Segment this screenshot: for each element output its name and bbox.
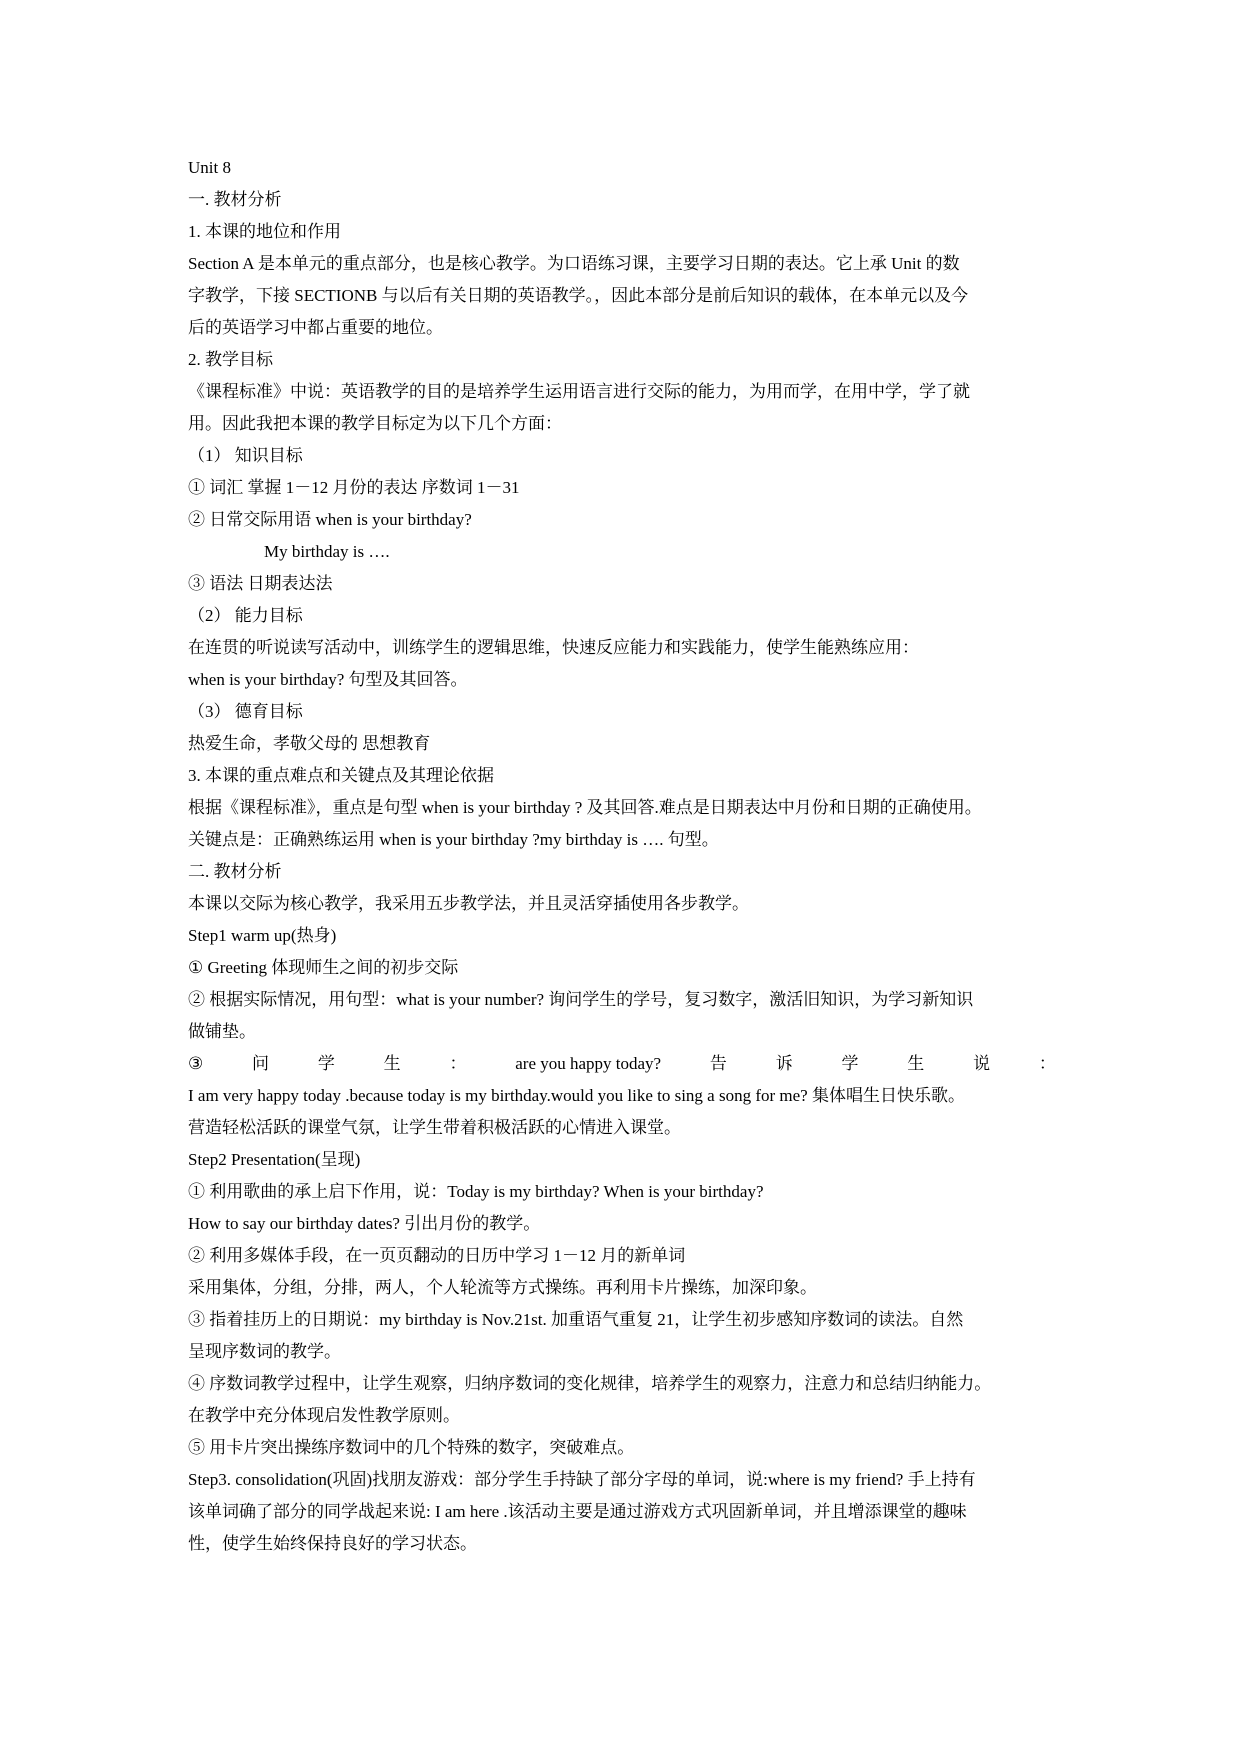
body-line: Section A 是本单元的重点部分，也是核心教学。为口语练习课，主要学习日期的表达。它上承 Unit 的数 [188, 254, 960, 273]
justified-line [188, 1053, 1056, 1075]
text-fragment: 问 [252, 1054, 270, 1073]
body-line: 营造轻松活跃的课堂气氛，让学生带着积极活跃的心情进入课堂。 [188, 1118, 681, 1137]
list-item: ② 根据实际情况，用句型：what is your number? 询问学生的学号，复习数字，激活旧知识，为学习新知识 [188, 990, 974, 1009]
body-line: 该单词确了部分的同学战起来说: I am here .该活动主要是通过游戏方式巩固新单词，并且增添课堂的趣味 [188, 1502, 967, 1521]
text-fragment: 告 [709, 1054, 727, 1073]
step-heading: Step2 Presentation(呈现) [188, 1150, 361, 1169]
step-heading: Step1 warm up(热身) [188, 926, 337, 945]
text-fragment: 学 [317, 1054, 335, 1073]
subsection-heading: 1. 本课的地位和作用 [188, 222, 341, 241]
text-fragment: 生 [907, 1054, 925, 1073]
list-item: ② 利用多媒体手段，在一页页翻动的日历中学习 1－12 月的新单词 [188, 1246, 686, 1265]
step-heading: Step3. consolidation(巩固)找朋友游戏：部分学生手持缺了部分字母的单词，说:where is my friend? 手上持有 [188, 1470, 976, 1489]
text-fragment: ： [1038, 1054, 1056, 1073]
body-line: 在教学中充分体现启发性教学原则。 [188, 1406, 460, 1425]
text-fragment: 生 [383, 1054, 401, 1073]
body-line: 用。因此我把本课的教学目标定为以下几个方面： [188, 414, 562, 433]
goal-heading: （3） 德育目标 [188, 702, 303, 721]
list-item: ① Greeting 体现师生之间的初步交际 [188, 958, 459, 977]
body-line: 《课程标准》中说：英语教学的目的是培养学生运用语言进行交际的能力，为用而学，在用中学，学了就 [188, 382, 970, 401]
list-item: ① 利用歌曲的承上启下作用，说：Today is my birthday? When is your birthday? [188, 1182, 764, 1201]
text-fragment: are you happy today? [515, 1054, 662, 1073]
body-line: 本课以交际为核心教学，我采用五步教学法，并且灵活穿插使用各步教学。 [188, 894, 749, 913]
goal-heading: （1） 知识目标 [188, 446, 303, 465]
body-line: 采用集体，分组，分排，两人，个人轮流等方式操练。再利用卡片操练，加深印象。 [188, 1278, 817, 1297]
subsection-heading: 2. 教学目标 [188, 350, 273, 369]
body-line: 呈现序数词的教学。 [188, 1342, 341, 1361]
section-heading: 二. 教材分析 [188, 862, 282, 881]
body-line: 后的英语学习中都占重要的地位。 [188, 318, 443, 337]
text-fragment: ： [449, 1054, 467, 1073]
body-line: 热爱生命，孝敬父母的 思想教育 [188, 734, 431, 753]
body-line: when is your birthday? 句型及其回答。 [188, 670, 468, 689]
body-line: 做铺垫。 [188, 1022, 256, 1041]
text-fragment: 说 [973, 1054, 991, 1073]
body-line: 根据《课程标准》，重点是句型 when is your birthday ? 及其回答.难点是日期表达中月份和日期的正确使用。 [188, 798, 982, 817]
list-item: ② 日常交际用语 when is your birthday? [188, 510, 472, 529]
body-line: 字教学，下接 SECTIONB 与以后有关日期的英语教学。，因此本部分是前后知识的载体，在本单元以及今 [188, 286, 969, 305]
text-fragment: 学 [841, 1054, 859, 1073]
list-item: ⑤ 用卡片突出操练序数词中的几个特殊的数字，突破难点。 [188, 1438, 635, 1457]
body-line: 关键点是：正确熟练运用 when is your birthday ?my birthday is …. 句型。 [188, 830, 719, 849]
text-fragment: ③ [188, 1054, 204, 1073]
list-item: ① 词汇 掌握 1－12 月份的表达 序数词 1－31 [188, 478, 520, 497]
goal-heading: （2） 能力目标 [188, 606, 303, 625]
body-line: How to say our birthday dates? 引出月份的教学。 [188, 1214, 541, 1233]
list-item: ③ 指着挂历上的日期说：my birthday is Nov.21st. 加重语气重复 21，让学生初步感知序数词的读法。自然 [188, 1310, 964, 1329]
text-fragment: 诉 [775, 1054, 793, 1073]
section-heading: 一. 教材分析 [188, 190, 282, 209]
unit-title: Unit 8 [188, 158, 231, 177]
body-line: 在连贯的听说读写活动中，训练学生的逻辑思维，快速反应能力和实践能力，使学生能熟练应用： [188, 638, 919, 657]
list-item-continuation: My birthday is …. [264, 542, 390, 561]
body-line: 性，使学生始终保持良好的学习状态。 [188, 1534, 477, 1553]
subsection-heading: 3. 本课的重点难点和关键点及其理论依据 [188, 766, 494, 785]
list-item: ③ 语法 日期表达法 [188, 574, 333, 593]
list-item: ④ 序数词教学过程中，让学生观察，归纳序数词的变化规律，培养学生的观察力，注意力和总结归纳能力。 [188, 1374, 992, 1393]
body-line: I am very happy today .because today is my birthday.would you like to sing a song for me? 集体唱生日快乐歌。 [188, 1086, 965, 1105]
